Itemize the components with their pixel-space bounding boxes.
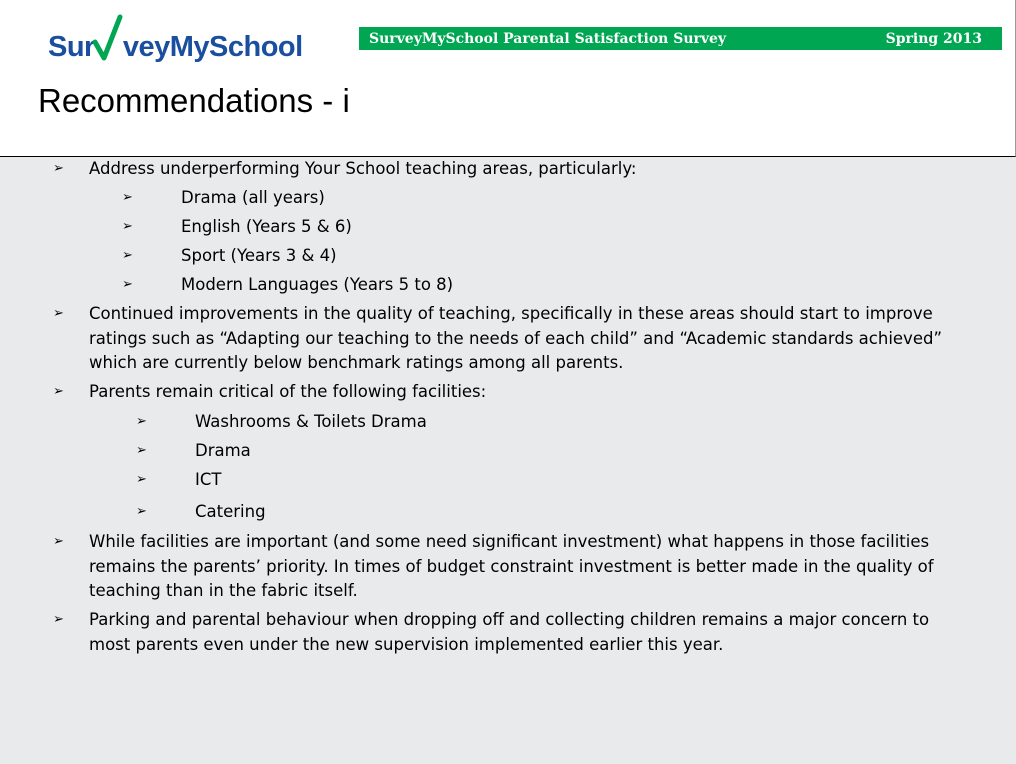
bullet-arrow-icon: ➢	[122, 248, 133, 263]
banner-survey-name: SurveyMySchool Parental Satisfaction Survey	[369, 30, 727, 47]
banner-season: Spring 2013	[885, 30, 982, 47]
bullet-arrow-icon: ➢	[122, 277, 133, 292]
slide-header	[0, 0, 1016, 157]
bullet-5-text: Parking and parental behaviour when dropping off and collecting children remains a major concern to most parents even under the new supervision implemented earlier this year.	[89, 610, 930, 654]
bullet-3-text: Parents remain critical of the following facilities:	[89, 382, 487, 401]
bullet-3	[89, 380, 959, 405]
bullet-3-sub-2: Drama	[195, 441, 251, 460]
bullet-arrow-icon: ➢	[122, 190, 133, 205]
bullet-arrow-icon: ➢	[53, 306, 64, 321]
bullet-arrow-icon: ➢	[136, 504, 147, 519]
bullet-arrow-icon: ➢	[53, 161, 64, 176]
slide-body	[0, 157, 1016, 764]
bullet-arrow-icon: ➢	[53, 384, 64, 399]
checkmark-icon	[95, 17, 120, 58]
page-title: Recommendations - i	[38, 82, 350, 119]
bullet-arrow-icon: ➢	[122, 219, 133, 234]
bullet-1-sub-3: Sport (Years 3 & 4)	[181, 246, 337, 265]
logo-vey: vey	[122, 31, 170, 63]
svg-text:SurveyMySchool	[48, 31, 303, 63]
survey-banner	[359, 27, 1002, 50]
logo-my: My	[169, 31, 210, 63]
logo-school: School	[209, 31, 303, 63]
bullet-3-sub-4: Catering	[195, 502, 266, 521]
bullet-3-sub-3: ICT	[195, 470, 222, 489]
bullet-5	[89, 608, 959, 657]
bullet-1-sub-1: Drama (all years)	[181, 188, 325, 207]
bullet-2-text: Continued improvements in the quality of teaching, specifically in these areas should start to improve ratings such as “Adapting our teaching to the needs of each child” and “Academic standards achieved” which are currently below benchmark ratings among all parents.	[89, 304, 942, 372]
bullet-2	[89, 302, 959, 376]
bullet-3-sub-1: Washrooms & Toilets Drama	[195, 412, 427, 431]
bullet-arrow-icon: ➢	[53, 612, 64, 627]
bullet-1	[89, 157, 959, 182]
logo-graphic	[48, 14, 303, 66]
bullet-4	[89, 530, 959, 604]
bullet-4-text: While facilities are important (and some need significant investment) what happens in those facilities remains the parents’ priority. In times of budget constraint investment is better made in the quality of teaching than in the fabric itself.	[89, 532, 934, 600]
bullet-1-sub-2: English (Years 5 & 6)	[181, 217, 352, 236]
bullet-arrow-icon: ➢	[136, 472, 147, 487]
surveymyschool-logo	[48, 14, 303, 66]
bullet-arrow-icon: ➢	[53, 534, 64, 549]
bullet-1-text: Address underperforming Your School teaching areas, particularly:	[89, 159, 637, 178]
bullet-arrow-icon: ➢	[136, 414, 147, 429]
bullet-1-sub-4: Modern Languages (Years 5 to 8)	[181, 275, 454, 294]
logo-sur: Sur	[48, 31, 95, 63]
bullet-arrow-icon: ➢	[136, 443, 147, 458]
